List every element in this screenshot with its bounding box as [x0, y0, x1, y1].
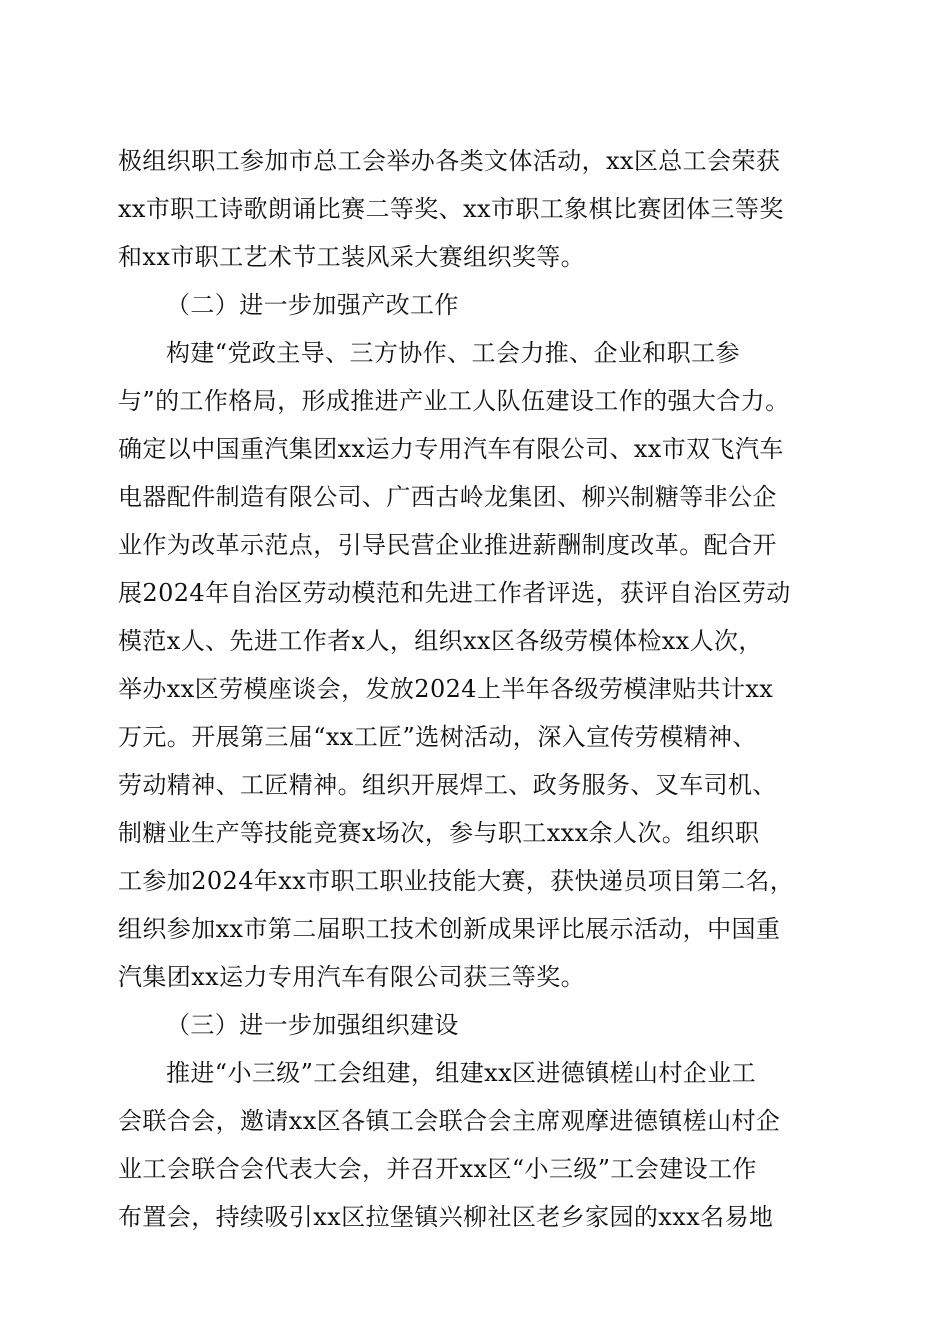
- text-line: 工参加2024年xx市职工职业技能大赛，获快递员项目第二名，: [118, 867, 795, 895]
- text-line: 模范x人、先进工作者x人，组织xx区各级劳模体检xx人次，: [118, 627, 763, 655]
- text-line: 劳动精神、工匠精神。组织开展焊工、政务服务、叉车司机、: [118, 771, 777, 799]
- text-line: 布置会，持续吸引xx区拉堡镇兴柳社区老乡家园的xxx名易地: [118, 1203, 774, 1231]
- text-line: 和xx市职工艺术节工装风采大赛组织奖等。: [118, 243, 586, 271]
- section-heading: （二）进一步加强产改工作: [166, 291, 459, 319]
- text-line: 会联合会，邀请xx区各镇工会联合会主席观摩进德镇槎山村企: [118, 1107, 781, 1135]
- text-line: 业工会联合会代表大会，并召开xx区“小三级”工会建设工作: [118, 1155, 757, 1183]
- text-line: 制糖业生产等技能竞赛x场次，参与职工xxx余人次。组织职: [118, 819, 760, 847]
- text-line: 组织参加xx市第二届职工技术创新成果评比展示活动，中国重: [118, 915, 781, 943]
- text-line: 电器配件制造有限公司、广西古岭龙集团、柳兴制糖等非公企: [118, 483, 777, 511]
- paragraph-first-line: 构建“党政主导、三方协作、工会力推、企业和职工参: [166, 339, 740, 367]
- text-line: 汽集团xx运力专用汽车有限公司获三等奖。: [118, 963, 586, 991]
- text-line: 极组织职工参加市总工会举办各类文体活动，xx区总工会荣获: [118, 147, 781, 175]
- text-line: xx市职工诗歌朗诵比赛二等奖、xx市职工象棋比赛团体三等奖: [118, 195, 784, 223]
- text-line: 展2024年自治区劳动模范和先进工作者评选，获评自治区劳动: [118, 579, 791, 607]
- text-line: 与”的工作格局，形成推进产业工人队伍建设工作的强大合力。: [118, 387, 790, 415]
- text-line: 举办xx区劳模座谈会，发放2024上半年各级劳模津贴共计xx: [118, 675, 774, 703]
- section-heading: （三）进一步加强组织建设: [166, 1011, 459, 1039]
- text-line: 万元。开展第三届“xx工匠”选树活动，深入宣传劳模精神、: [118, 723, 757, 751]
- text-line: 确定以中国重汽集团xx运力专用汽车有限公司、xx市双飞汽车: [118, 435, 784, 463]
- text-line: 业作为改革示范点，引导民营企业推进薪酬制度改革。配合开: [118, 531, 777, 559]
- paragraph-first-line: 推进“小三级”工会组建，组建xx区进德镇槎山村企业工: [166, 1059, 757, 1087]
